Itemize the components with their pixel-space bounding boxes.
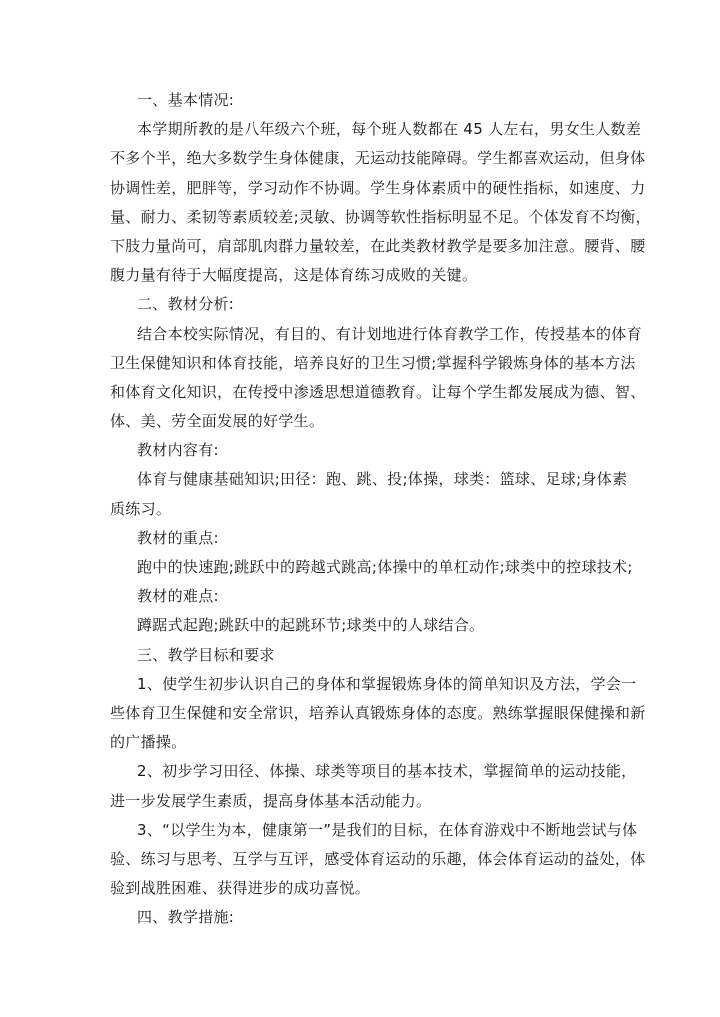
- text-line: 验、练习与思考、互学与互评，感受体育运动的乐趣，体会体育运动的益处，体: [110, 849, 646, 868]
- text-line: 些体育卫生保健和安全常识，培养认真锻炼身体的态度。熟练掌握眼保健操和新: [110, 703, 646, 722]
- text-line: 验到战胜困难、获得进步的成功喜悦。: [110, 879, 371, 898]
- text-line: 1、使学生初步认识自己的身体和掌握锻炼身体的简单知识及方法，学会一: [137, 674, 637, 693]
- text-line: 本学期所教的是八年级六个班，每个班人数都在 45 人左右，男女生人数差: [137, 120, 642, 139]
- text-line: 协调性差，肥胖等，学习动作不协调。学生身体素质中的硬性指标，如速度、力: [110, 178, 646, 197]
- text-line: 教材的难点:: [137, 587, 219, 606]
- text-line: 卫生保健知识和体育技能，培养良好的卫生习惯;掌握科学锻炼身体的基本方法: [110, 353, 636, 372]
- document-body: [110, 86, 651, 932]
- text-line: 一、基本情况:: [137, 91, 235, 109]
- text-line: 进一步发展学生素质，提高身体基本活动能力。: [110, 791, 432, 810]
- text-line: 教材内容有:: [137, 441, 219, 460]
- text-line: 下肢力量尚可，肩部肌肉群力量较差，在此类教材教学是要多加注意。腰背、腰: [110, 236, 646, 255]
- text-line: 不多个半，绝大多数学生身体健康，无运动技能障碍。学生都喜欢运动，但身体: [110, 149, 646, 168]
- text-line: 的广播操。: [110, 733, 187, 752]
- text-line: 体育与健康基础知识;田径：跑、跳、投;体操，球类：篮球、足球;身体素: [137, 470, 628, 489]
- text-line: 2、初步学习田径、体操、球类等项目的基本技术，掌握简单的运动技能，: [137, 762, 637, 781]
- text-line: 3、“以学生为本，健康第一”是我们的目标，在体育游戏中不断地尝试与体: [137, 820, 638, 839]
- text-line: 体、美、劳全面发展的好学生。: [110, 412, 325, 431]
- text-line: 教材的重点:: [137, 528, 219, 547]
- text-line: 质练习。: [110, 499, 172, 518]
- text-line: 和体育文化知识，在传授中渗透思想道德教育。让每个学生都发展成为德、智、: [110, 382, 646, 401]
- text-line: 四、教学措施:: [137, 908, 235, 927]
- text-line: 量、耐力、柔韧等素质较差;灵敏、协调等软性指标明显不足。个体发育不均衡，: [110, 207, 651, 226]
- text-line: 蹲踞式起跑;跳跃中的起跳环节;球类中的人球结合。: [137, 616, 485, 635]
- text-line: 腹力量有待于大幅度提高，这是体育练习成败的关键。: [110, 266, 478, 285]
- text-line: 结合本校实际情况，有目的、有计划地进行体育教学工作，传授基本的体育: [137, 324, 642, 343]
- text-line: 三、教学目标和要求: [137, 645, 275, 664]
- text-line: 跑中的快速跑;跳跃中的跨越式跳高;体操中的单杠动作;球类中的控球技术;: [137, 558, 633, 576]
- text-line: 二、教材分析:: [137, 295, 235, 314]
